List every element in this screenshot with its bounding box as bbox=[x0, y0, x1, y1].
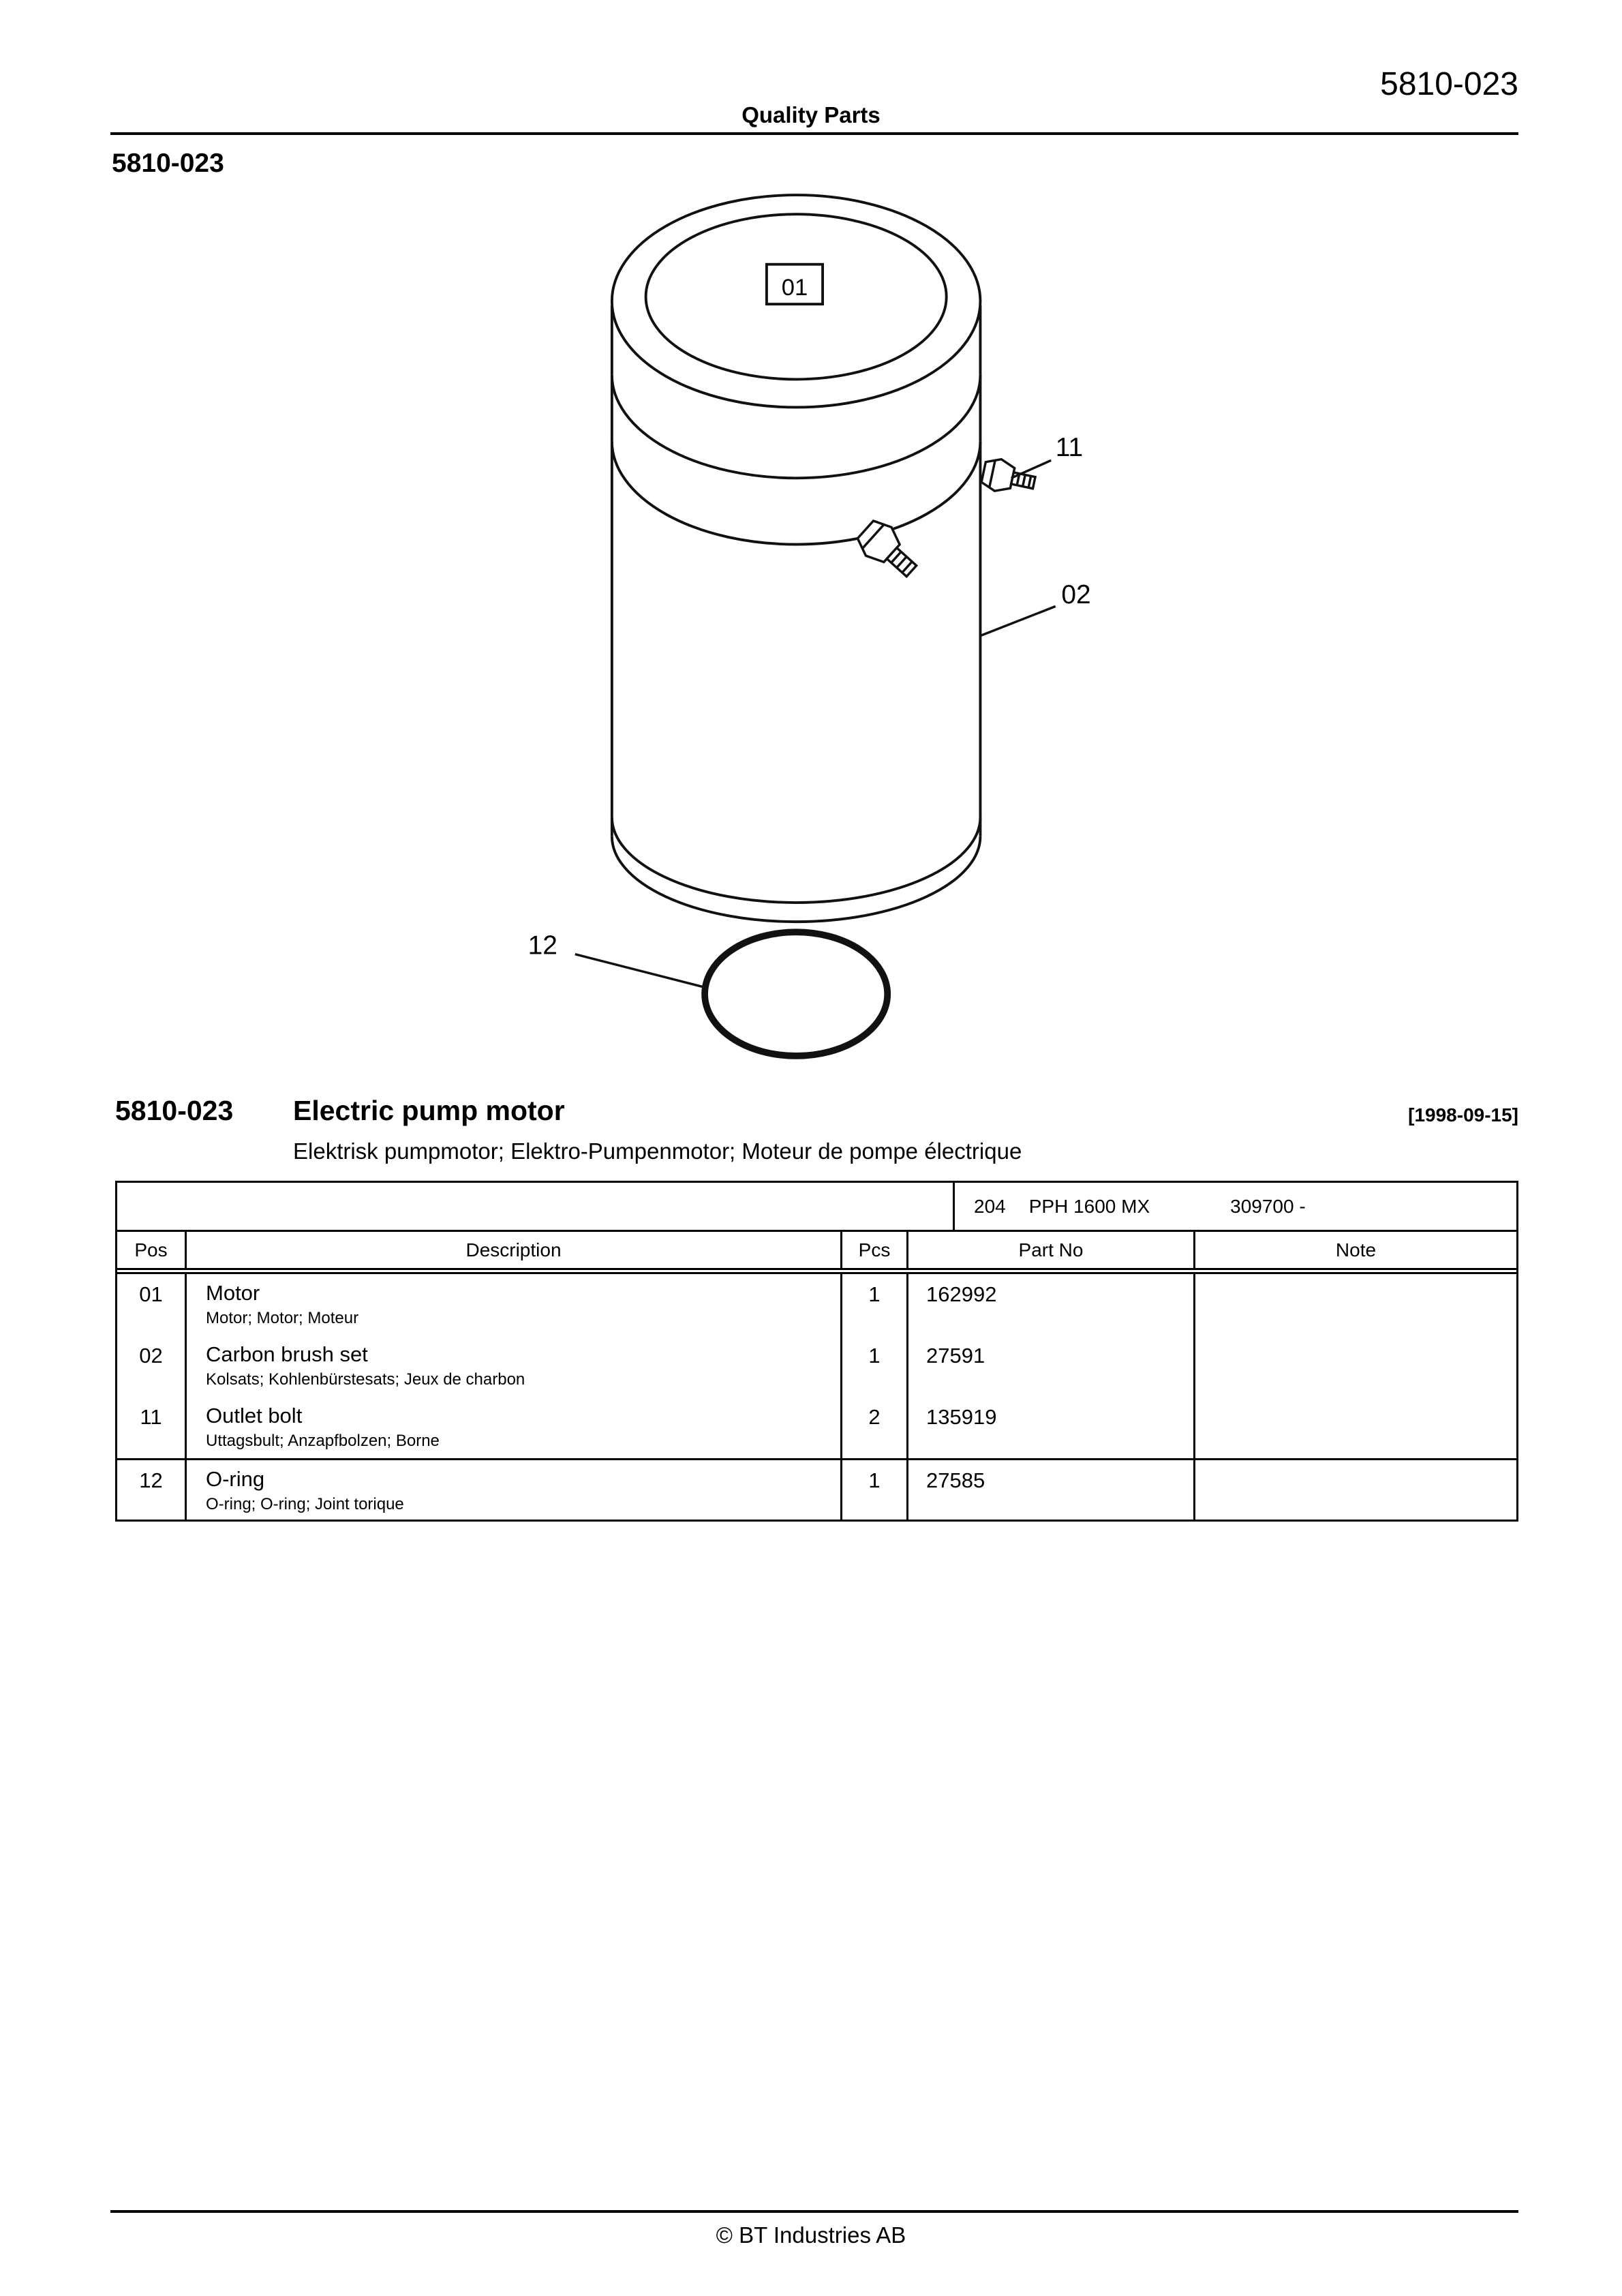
row-note bbox=[1195, 1460, 1516, 1520]
row-note bbox=[1195, 1274, 1516, 1335]
table-row bbox=[117, 1335, 1516, 1397]
model-cell bbox=[953, 1183, 1516, 1230]
outlet-bolt-upper-icon bbox=[980, 456, 1037, 498]
row-note bbox=[1195, 1335, 1516, 1397]
callout-12-label: 12 bbox=[527, 931, 557, 961]
row-pos: 12 bbox=[117, 1460, 187, 1520]
row-description: Outlet bolt bbox=[206, 1404, 303, 1428]
parts-table bbox=[115, 1181, 1518, 1522]
label-01-box bbox=[767, 265, 823, 304]
table-row bbox=[117, 1458, 1516, 1520]
row-description-translations: Kolsats; Kohlenbürstesats; Jeux de charbon bbox=[206, 1370, 525, 1389]
o-ring-drawing bbox=[705, 932, 887, 1056]
row-description-cell bbox=[187, 1274, 842, 1335]
footer-divider bbox=[110, 2210, 1518, 2213]
row-description: Carbon brush set bbox=[206, 1342, 368, 1366]
page-header-doc-number: 5810-023 bbox=[1380, 66, 1518, 102]
model-name: PPH 1600 MX bbox=[1028, 1195, 1150, 1217]
section-subtitle: Elektrisk pumpmotor; Elektro-Pumpenmotor; Moteur de pompe électrique bbox=[293, 1138, 1022, 1164]
callout-11-label: 11 bbox=[1055, 432, 1084, 462]
row-part-no: 162992 bbox=[908, 1274, 1195, 1335]
callout-12 bbox=[528, 931, 708, 988]
row-pcs: 1 bbox=[842, 1274, 908, 1335]
row-description: Motor bbox=[206, 1281, 260, 1305]
row-part-no: 135919 bbox=[908, 1397, 1195, 1458]
row-description-translations: Uttagsbult; Anzapfbolzen; Borne bbox=[206, 1431, 440, 1450]
model-row bbox=[117, 1183, 1516, 1232]
callout-02 bbox=[980, 580, 1090, 636]
column-header-description: Description bbox=[187, 1232, 842, 1268]
callout-01-label: 01 bbox=[781, 275, 808, 301]
serial-range: 309700 - bbox=[1230, 1195, 1306, 1217]
row-pcs: 1 bbox=[842, 1335, 908, 1397]
row-pos: 02 bbox=[117, 1335, 187, 1397]
row-part-no: 27585 bbox=[908, 1460, 1195, 1520]
row-description-translations: Motor; Motor; Moteur bbox=[206, 1308, 359, 1327]
row-part-no: 27591 bbox=[908, 1335, 1195, 1397]
column-header-note: Note bbox=[1335, 1239, 1377, 1260]
model-code: 204 bbox=[974, 1195, 1006, 1217]
row-pos: 11 bbox=[117, 1397, 187, 1458]
callout-02-label: 02 bbox=[1061, 580, 1091, 610]
page-header-title: Quality Parts bbox=[741, 102, 881, 127]
header-divider bbox=[110, 132, 1518, 135]
column-header-pcs: Pcs bbox=[842, 1232, 908, 1268]
outlet-bolt-lower-icon bbox=[853, 515, 924, 586]
section-number: 5810-023 bbox=[115, 1095, 234, 1126]
table-header-row bbox=[117, 1232, 1516, 1274]
footer-copyright: © BT Industries AB bbox=[716, 2222, 906, 2248]
row-pcs: 1 bbox=[842, 1460, 908, 1520]
row-description-cell bbox=[187, 1460, 842, 1520]
section-title: Electric pump motor bbox=[293, 1095, 565, 1126]
motor-exploded-drawing bbox=[487, 176, 1548, 1075]
row-description-cell bbox=[187, 1335, 842, 1397]
callout-11 bbox=[1011, 433, 1083, 478]
row-description: O-ring bbox=[206, 1467, 265, 1491]
section-date: [1998-09-15] bbox=[1408, 1104, 1518, 1126]
row-pcs: 2 bbox=[842, 1397, 908, 1458]
row-description-cell bbox=[187, 1397, 842, 1458]
column-header-pos: Pos bbox=[117, 1232, 187, 1268]
table-row bbox=[117, 1274, 1516, 1335]
doc-number-left: 5810-023 bbox=[112, 149, 224, 178]
row-pos: 01 bbox=[117, 1274, 187, 1335]
table-row bbox=[117, 1397, 1516, 1458]
column-header-part-no: Part No bbox=[908, 1232, 1195, 1268]
row-note bbox=[1195, 1397, 1516, 1458]
row-description-translations: O-ring; O-ring; Joint torique bbox=[206, 1494, 404, 1513]
